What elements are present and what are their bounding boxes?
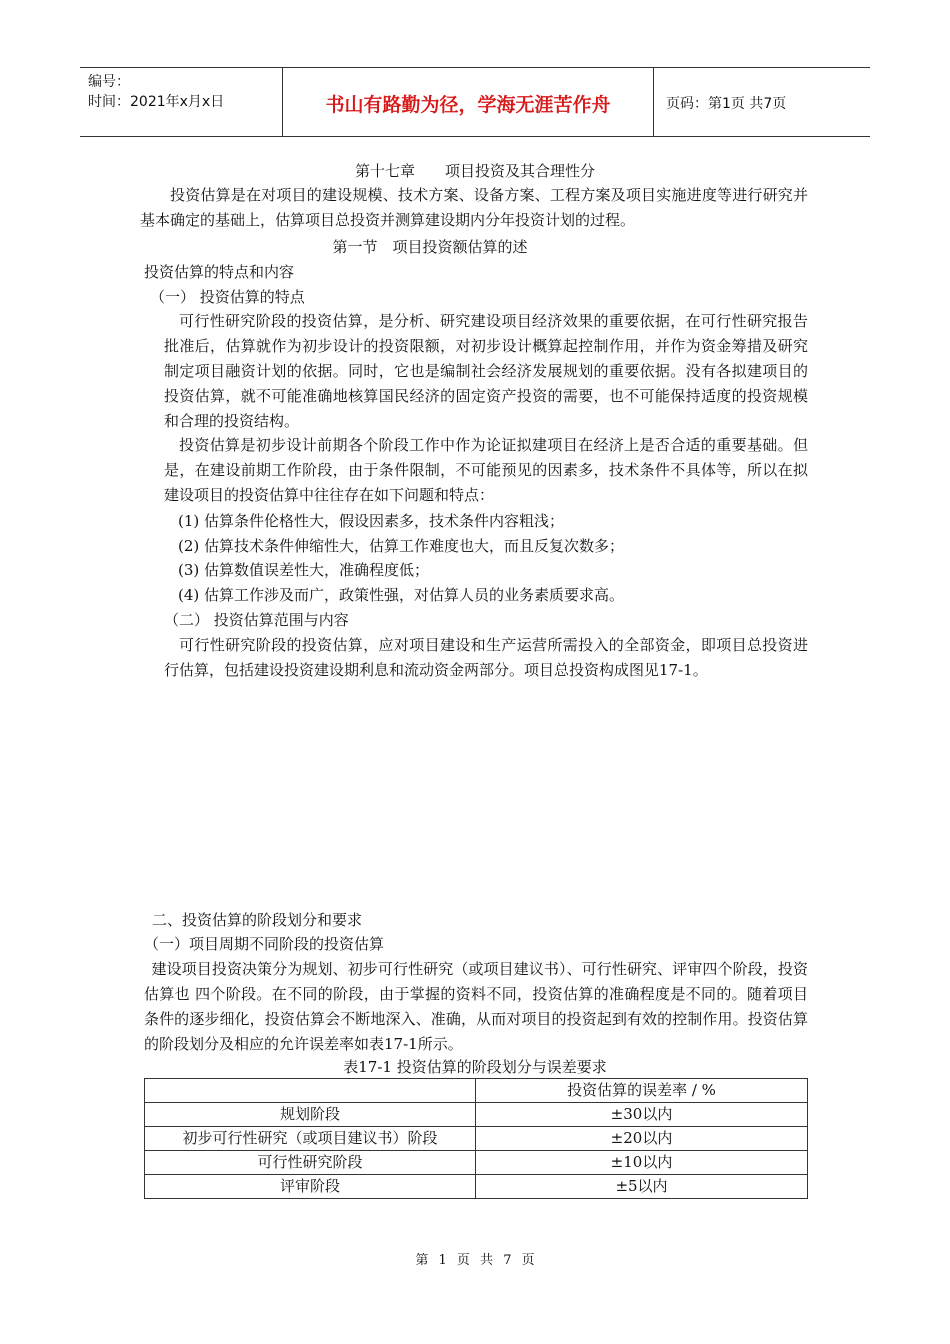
subheading-stages: （一）项目周期不同阶段的投资估算: [144, 935, 385, 953]
table-row: [145, 1127, 808, 1151]
stage-cell: 规划阶段: [145, 1103, 476, 1127]
stage-cell: 评审阶段: [145, 1175, 476, 1199]
paragraph-features: 可行性研究阶段的投资估算，是分析、研究建设项目经济效果的重要依据，在可行性研究报告批准后，估算就作为初步设计的投资限额，对初步设计概算起控制作用，并作为资金筹措及研究制定项目融资计划的依据。同时，它也是编制社会经济发展规划的重要依据。没有各拟建项目的投资估算，就不可能准确地核算国民经济的固定资产投资的需要，也不可能保持适度的投资规模和合理的投资结构。: [164, 312, 808, 430]
feature-item: (3) 估算数值误差性大，准确程度低；: [178, 561, 430, 579]
time-label: 时间：2021年x月x日: [88, 94, 225, 110]
feature-item: (4) 估算工作涉及而广，政策性强，对估算人员的业务素质要求高。: [178, 586, 625, 604]
chapter-title: 第十七章 项目投资及其合理性分: [354, 162, 595, 180]
subheading-scope: （二） 投资估算范围与内容: [164, 611, 349, 629]
estimate-table: [144, 1078, 808, 1199]
feature-item: (1) 估算条件伦格性大，假设因素多，技术条件内容粗浅；: [178, 512, 565, 530]
page-header: [80, 67, 870, 137]
page-code: 页码：第1页 共7页: [666, 96, 787, 112]
heading-features-contents: 投资估算的特点和内容: [144, 263, 295, 281]
table-row: [145, 1151, 808, 1175]
paragraph-scope: 可行性研究阶段的投资估算，应对项目建设和生产运营所需投入的全部资金，即项目总投资进行估算，包括建设投资建设期利息和流动资金两部分。项目总投资构成图见17-1。: [164, 636, 808, 679]
table-caption: 表17-1 投资估算的阶段划分与误差要求: [343, 1058, 607, 1076]
section-title: 第一节 项目投资额估算的述: [332, 238, 528, 256]
table-header-row: [145, 1079, 808, 1103]
page-footer: 第 1 页 共 7 页: [415, 1253, 535, 1268]
error-rate-cell: ±20以内: [476, 1127, 808, 1151]
error-rate-cell: ±10以内: [476, 1151, 808, 1175]
feature-item: (2) 估算技术条件伸缩性大，估算工作难度也大，而且反复次数多；: [178, 537, 625, 555]
stage-cell: 可行性研究阶段: [145, 1151, 476, 1175]
paragraph-issues: 投资估算是初步设计前期各个阶段工作中作为论证拟建项目在经济上是否合适的重要基础。但是，在建设前期工作阶段，由于条件限制，不可能预见的因素多，技术条件不具体等，所以在拟建设项目的投资估算中往往存在如下问题和特点：: [164, 436, 808, 504]
serial-label: 编号：: [88, 74, 130, 90]
header-motto-cell: [282, 68, 654, 136]
error-rate-cell: ±5以内: [476, 1175, 808, 1199]
header-meta: [80, 68, 282, 136]
error-rate-cell: ±30以内: [476, 1103, 808, 1127]
paragraph-stages: 建设项目投资决策分为规划、初步可行性研究（或项目建议书）、可行性研究、评审四个阶段，投资估算也 四个阶段。在不同的阶段，由于掌握的资料不同，投资估算的准确程度是不同的。随着项目条件的逐步细化，投资估算会不断地深入、准确，从而对项目的投资起到有效的控制作用。投资估算的阶段划分及相应的允许误差率如表17-1所示。: [144, 960, 808, 1053]
intro-paragraph: 投资估算是在对项目的建设规模、技术方案、设备方案、工程方案及项目实施进度等进行研究并基本确定的基础上，估算项目总投资并测算建设期内分年投资计划的过程。: [140, 186, 808, 229]
table-header-cell: [145, 1079, 476, 1103]
stage-cell: 初步可行性研究（或项目建议书）阶段: [145, 1127, 476, 1151]
motto: 书山有路勤为径，学海无涯苦作舟: [325, 94, 611, 116]
header-page-cell: [654, 68, 870, 136]
table-header-cell: 投资估算的误差率 / %: [476, 1079, 808, 1103]
subheading-features: （一） 投资估算的特点: [150, 288, 305, 306]
table-row: [145, 1175, 808, 1199]
table-row: [145, 1103, 808, 1127]
heading-stages: 二、投资估算的阶段划分和要求: [152, 911, 363, 929]
